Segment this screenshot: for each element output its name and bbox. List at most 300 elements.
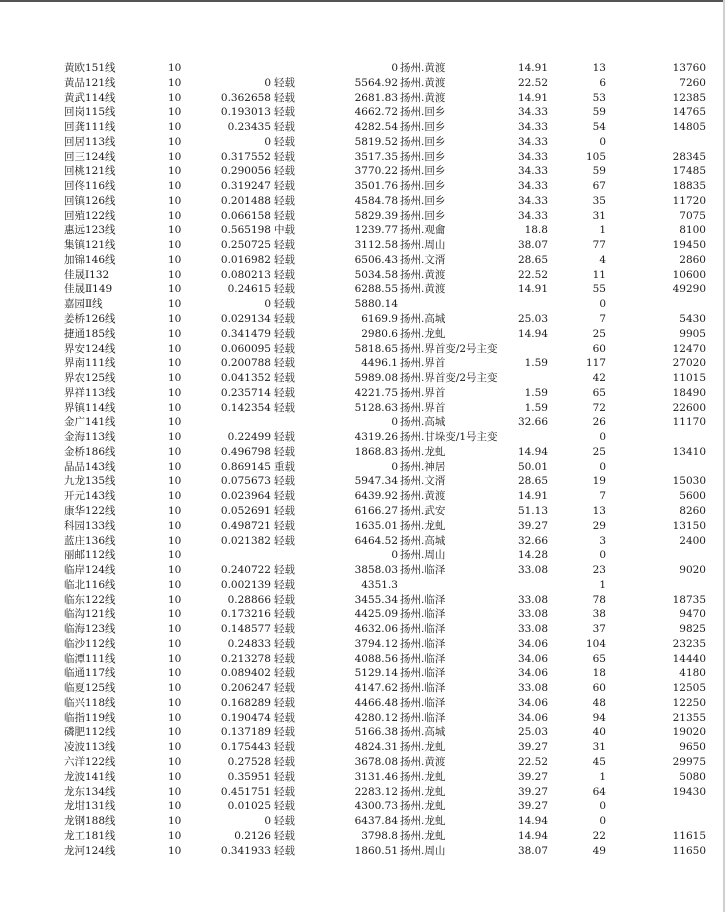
line-name-cell: 回佟116线 bbox=[64, 180, 116, 193]
region-cell: 扬州.甘垛变/1号主变 bbox=[400, 431, 498, 444]
region-cell: 扬州.周山 bbox=[400, 844, 446, 857]
region-cell: 扬州.周山 bbox=[400, 549, 446, 562]
load-ratio-cell: 0.137189 bbox=[220, 726, 271, 739]
load-ratio-cell: 0.029134 bbox=[220, 313, 271, 326]
line-name-cell: 六洋122线 bbox=[64, 755, 116, 768]
length-cell: 33.08 bbox=[517, 623, 548, 636]
value-cell: 1868.83 bbox=[354, 445, 398, 458]
region-cell: 扬州.界首 bbox=[400, 386, 446, 399]
length-cell: 14.91 bbox=[517, 91, 548, 104]
line-name-cell: 回殖122线 bbox=[64, 209, 116, 222]
value-cell: 5818.65 bbox=[354, 342, 398, 355]
load-ratio-cell: 0.341933 bbox=[220, 844, 271, 857]
load-status-cell: 轻载 bbox=[274, 770, 295, 783]
load-ratio-cell: 0.066158 bbox=[220, 209, 271, 222]
load-status-cell: 轻载 bbox=[274, 652, 295, 665]
load-status-cell: 轻载 bbox=[274, 667, 295, 680]
voltage-cell: 10 bbox=[168, 386, 182, 399]
count-cell: 0 bbox=[599, 298, 606, 311]
load-ratio-cell: 0.01025 bbox=[227, 800, 271, 813]
line-name-cell: 临兴118线 bbox=[64, 696, 116, 709]
value-cell: 6439.92 bbox=[354, 490, 398, 503]
load-status-cell: 轻载 bbox=[274, 76, 295, 89]
count-cell: 1 bbox=[599, 224, 606, 237]
length-cell: 34.33 bbox=[517, 165, 548, 178]
voltage-cell: 10 bbox=[168, 755, 182, 768]
voltage-cell: 10 bbox=[168, 91, 182, 104]
length-cell: 34.33 bbox=[517, 106, 548, 119]
capacity-cell: 18835 bbox=[672, 180, 706, 193]
line-name-cell: 嘉园Ⅱ线 bbox=[64, 298, 103, 311]
voltage-cell: 10 bbox=[168, 682, 182, 695]
voltage-cell: 10 bbox=[168, 416, 182, 429]
region-cell: 扬州.龙虬 bbox=[400, 829, 446, 842]
length-cell: 22.52 bbox=[517, 76, 548, 89]
load-status-cell: 轻载 bbox=[274, 357, 295, 370]
region-cell: 扬州.龙虬 bbox=[400, 770, 446, 783]
length-cell: 34.33 bbox=[517, 121, 548, 134]
load-status-cell: 轻载 bbox=[274, 401, 295, 414]
count-cell: 18 bbox=[592, 667, 606, 680]
length-cell: 50.01 bbox=[517, 460, 548, 473]
capacity-cell: 49290 bbox=[672, 283, 706, 296]
region-cell: 扬州.回乡 bbox=[400, 165, 446, 178]
count-cell: 31 bbox=[592, 741, 606, 754]
length-cell: 14.94 bbox=[517, 815, 548, 828]
length-cell: 22.52 bbox=[517, 755, 548, 768]
region-cell: 扬州.龙虬 bbox=[400, 327, 446, 340]
load-status-cell: 轻载 bbox=[274, 741, 295, 754]
voltage-cell: 10 bbox=[168, 194, 182, 207]
line-name-cell: 界祥113线 bbox=[64, 386, 116, 399]
count-cell: 0 bbox=[599, 549, 606, 562]
length-cell: 39.27 bbox=[517, 785, 548, 798]
length-cell: 39.27 bbox=[517, 741, 548, 754]
load-status-cell: 轻载 bbox=[274, 829, 295, 842]
load-status-cell: 轻载 bbox=[274, 342, 295, 355]
length-cell: 34.06 bbox=[517, 637, 548, 650]
region-cell: 扬州.武安 bbox=[400, 504, 446, 517]
capacity-cell: 18490 bbox=[672, 386, 706, 399]
load-status-cell: 轻载 bbox=[274, 194, 295, 207]
line-name-cell: 回镇126线 bbox=[64, 194, 116, 207]
length-cell: 32.66 bbox=[517, 534, 548, 547]
voltage-cell: 10 bbox=[168, 150, 182, 163]
load-status-cell: 轻载 bbox=[274, 298, 295, 311]
line-name-cell: 龙波141线 bbox=[64, 770, 116, 783]
load-status-cell: 轻载 bbox=[274, 431, 295, 444]
line-name-cell: 回龚111线 bbox=[64, 121, 116, 134]
line-name-cell: 集镇121线 bbox=[64, 239, 116, 252]
load-status-cell: 轻载 bbox=[274, 180, 295, 193]
value-cell: 3794.12 bbox=[354, 637, 398, 650]
voltage-cell: 10 bbox=[168, 268, 182, 281]
voltage-cell: 10 bbox=[168, 298, 182, 311]
line-name-cell: 龙东134线 bbox=[64, 785, 116, 798]
capacity-cell: 12250 bbox=[672, 696, 706, 709]
load-ratio-cell: 0.250725 bbox=[220, 239, 271, 252]
load-ratio-cell: 0.240722 bbox=[220, 564, 271, 577]
value-cell: 4466.48 bbox=[354, 696, 398, 709]
value-cell: 3131.46 bbox=[354, 770, 398, 783]
value-cell: 3112.58 bbox=[354, 239, 398, 252]
line-name-cell: 界安124线 bbox=[64, 342, 116, 355]
line-name-cell: 丽邮112线 bbox=[64, 549, 116, 562]
capacity-cell: 15030 bbox=[672, 475, 706, 488]
length-cell: 34.06 bbox=[517, 652, 548, 665]
line-name-cell: 临海123线 bbox=[64, 623, 116, 636]
voltage-cell: 10 bbox=[168, 652, 182, 665]
count-cell: 53 bbox=[592, 91, 606, 104]
capacity-cell: 14440 bbox=[672, 652, 706, 665]
value-cell: 3770.22 bbox=[354, 165, 398, 178]
capacity-cell: 22600 bbox=[672, 401, 706, 414]
value-cell: 5129.14 bbox=[354, 667, 398, 680]
count-cell: 1 bbox=[599, 578, 606, 591]
line-name-cell: 临通117线 bbox=[64, 667, 116, 680]
count-cell: 6 bbox=[599, 76, 606, 89]
length-cell: 14.94 bbox=[517, 327, 548, 340]
line-name-cell: 临北116线 bbox=[64, 578, 116, 591]
count-cell: 104 bbox=[585, 637, 606, 650]
voltage-cell: 10 bbox=[168, 327, 182, 340]
load-ratio-cell: 0.206247 bbox=[220, 682, 271, 695]
length-cell: 14.91 bbox=[517, 62, 548, 74]
length-cell: 14.91 bbox=[517, 283, 548, 296]
load-ratio-cell: 0 bbox=[264, 135, 271, 148]
count-cell: 25 bbox=[592, 445, 606, 458]
capacity-cell: 4180 bbox=[679, 667, 706, 680]
line-name-cell: 科园133线 bbox=[64, 519, 116, 532]
capacity-cell: 9905 bbox=[679, 327, 706, 340]
line-name-cell: 临岸124线 bbox=[64, 564, 116, 577]
voltage-cell: 10 bbox=[168, 239, 182, 252]
value-cell: 4662.72 bbox=[354, 106, 398, 119]
length-cell: 28.65 bbox=[517, 475, 548, 488]
region-cell: 扬州.龙虬 bbox=[400, 519, 446, 532]
load-status-cell: 轻载 bbox=[274, 239, 295, 252]
length-cell: 39.27 bbox=[517, 519, 548, 532]
line-name-cell: 晶品143线 bbox=[64, 460, 116, 473]
line-name-cell: 姜桥126线 bbox=[64, 313, 116, 326]
line-name-cell: 回居113线 bbox=[64, 135, 116, 148]
load-status-cell: 轻载 bbox=[274, 844, 295, 857]
voltage-cell: 10 bbox=[168, 608, 182, 621]
load-status-cell: 轻载 bbox=[274, 106, 295, 119]
count-cell: 3 bbox=[599, 534, 606, 547]
count-cell: 45 bbox=[592, 755, 606, 768]
count-cell: 40 bbox=[592, 726, 606, 739]
capacity-cell: 19430 bbox=[672, 785, 706, 798]
capacity-cell: 10600 bbox=[672, 268, 706, 281]
load-ratio-cell: 0.002139 bbox=[220, 578, 271, 591]
count-cell: 49 bbox=[592, 844, 606, 857]
value-cell: 5166.38 bbox=[354, 726, 398, 739]
region-cell: 扬州.神居 bbox=[400, 460, 446, 473]
voltage-cell: 10 bbox=[168, 564, 182, 577]
capacity-cell: 9650 bbox=[679, 741, 706, 754]
count-cell: 13 bbox=[592, 504, 606, 517]
line-name-cell: 龙钢188线 bbox=[64, 815, 116, 828]
load-ratio-cell: 0.317552 bbox=[220, 150, 271, 163]
load-status-cell: 轻载 bbox=[274, 327, 295, 340]
voltage-cell: 10 bbox=[168, 815, 182, 828]
line-name-cell: 回三124线 bbox=[64, 150, 116, 163]
value-cell: 4300.73 bbox=[354, 800, 398, 813]
line-name-cell: 康华122线 bbox=[64, 504, 116, 517]
length-cell: 14.94 bbox=[517, 445, 548, 458]
load-ratio-cell: 0.451751 bbox=[220, 785, 271, 798]
line-name-cell: 加锦146线 bbox=[64, 253, 116, 266]
line-name-cell: 临沟121线 bbox=[64, 608, 116, 621]
load-status-cell: 轻载 bbox=[274, 313, 295, 326]
length-cell: 33.08 bbox=[517, 593, 548, 606]
region-cell: 扬州.临泽 bbox=[400, 667, 446, 680]
load-ratio-cell: 0.201488 bbox=[220, 194, 271, 207]
capacity-cell: 13760 bbox=[672, 62, 706, 74]
voltage-cell: 10 bbox=[168, 741, 182, 754]
value-cell: 5829.39 bbox=[354, 209, 398, 222]
load-status-cell: 轻载 bbox=[274, 165, 295, 178]
length-cell: 28.65 bbox=[517, 253, 548, 266]
count-cell: 78 bbox=[592, 593, 606, 606]
capacity-cell: 21355 bbox=[672, 711, 706, 724]
voltage-cell: 10 bbox=[168, 844, 182, 857]
region-cell: 扬州.临泽 bbox=[400, 652, 446, 665]
capacity-cell: 12470 bbox=[672, 342, 706, 355]
load-ratio-cell: 0.565198 bbox=[220, 224, 271, 237]
capacity-cell: 29975 bbox=[672, 755, 706, 768]
count-cell: 65 bbox=[592, 386, 606, 399]
region-cell: 扬州.回乡 bbox=[400, 209, 446, 222]
region-cell: 扬州.龙虬 bbox=[400, 785, 446, 798]
line-name-cell: 九龙135线 bbox=[64, 475, 116, 488]
count-cell: 77 bbox=[592, 239, 606, 252]
capacity-cell: 19020 bbox=[672, 726, 706, 739]
region-cell: 扬州.界首 bbox=[400, 357, 446, 370]
count-cell: 60 bbox=[592, 682, 606, 695]
length-cell: 33.08 bbox=[517, 608, 548, 621]
count-cell: 117 bbox=[585, 357, 606, 370]
load-ratio-cell: 0.28866 bbox=[227, 593, 271, 606]
capacity-cell: 7260 bbox=[679, 76, 706, 89]
load-status-cell: 轻载 bbox=[274, 121, 295, 134]
count-cell: 11 bbox=[592, 268, 606, 281]
load-status-cell: 轻载 bbox=[274, 696, 295, 709]
value-cell: 2980.6 bbox=[361, 327, 398, 340]
load-ratio-cell: 0.23435 bbox=[227, 121, 271, 134]
value-cell: 4280.12 bbox=[354, 711, 398, 724]
region-cell: 扬州.临泽 bbox=[400, 696, 446, 709]
load-status-cell: 轻载 bbox=[274, 209, 295, 222]
region-cell: 扬州.黄渡 bbox=[400, 283, 446, 296]
count-cell: 0 bbox=[599, 431, 606, 444]
load-ratio-cell: 0.213278 bbox=[220, 652, 271, 665]
line-name-cell: 界镇114线 bbox=[64, 401, 116, 414]
voltage-cell: 10 bbox=[168, 726, 182, 739]
capacity-cell: 12385 bbox=[672, 91, 706, 104]
value-cell: 4282.54 bbox=[354, 121, 398, 134]
load-ratio-cell: 0 bbox=[264, 76, 271, 89]
load-ratio-cell: 0.168289 bbox=[220, 696, 271, 709]
region-cell: 扬州.临泽 bbox=[400, 711, 446, 724]
load-status-cell: 轻载 bbox=[274, 490, 295, 503]
line-name-cell: 黄品121线 bbox=[64, 76, 116, 89]
page-top-border bbox=[0, 0, 725, 2]
load-ratio-cell: 0.869145 bbox=[220, 460, 271, 473]
region-cell: 扬州.临泽 bbox=[400, 623, 446, 636]
region-cell: 扬州.回乡 bbox=[400, 135, 446, 148]
count-cell: 7 bbox=[599, 490, 606, 503]
length-cell: 34.33 bbox=[517, 150, 548, 163]
value-cell: 0 bbox=[391, 549, 398, 562]
voltage-cell: 10 bbox=[168, 667, 182, 680]
line-name-cell: 金海113线 bbox=[64, 431, 116, 444]
length-cell: 39.27 bbox=[517, 800, 548, 813]
voltage-cell: 10 bbox=[168, 519, 182, 532]
count-cell: 54 bbox=[592, 121, 606, 134]
region-cell: 扬州.界首变/2号主变 bbox=[400, 372, 498, 385]
voltage-cell: 10 bbox=[168, 180, 182, 193]
region-cell: 扬州.临泽 bbox=[400, 593, 446, 606]
region-cell: 扬州.文湑 bbox=[400, 475, 446, 488]
voltage-cell: 10 bbox=[168, 829, 182, 842]
capacity-cell: 11650 bbox=[672, 844, 706, 857]
value-cell: 4351.3 bbox=[361, 578, 398, 591]
length-cell: 34.33 bbox=[517, 135, 548, 148]
value-cell: 3678.08 bbox=[354, 755, 398, 768]
line-name-cell: 临夏125线 bbox=[64, 682, 116, 695]
value-cell: 5128.63 bbox=[354, 401, 398, 414]
line-name-cell: 开元143线 bbox=[64, 490, 116, 503]
voltage-cell: 10 bbox=[168, 372, 182, 385]
capacity-cell: 5430 bbox=[679, 313, 706, 326]
line-name-cell: 黄欧151线 bbox=[64, 62, 116, 74]
value-cell: 0 bbox=[391, 416, 398, 429]
voltage-cell: 10 bbox=[168, 357, 182, 370]
region-cell: 扬州.回乡 bbox=[400, 106, 446, 119]
region-cell: 扬州.临泽 bbox=[400, 608, 446, 621]
region-cell: 扬州.龙虬 bbox=[400, 741, 446, 754]
capacity-cell: 11170 bbox=[672, 416, 706, 429]
value-cell: 4584.78 bbox=[354, 194, 398, 207]
load-status-cell: 轻载 bbox=[274, 283, 295, 296]
load-status-cell: 轻载 bbox=[274, 534, 295, 547]
count-cell: 55 bbox=[592, 283, 606, 296]
load-status-cell: 轻载 bbox=[274, 504, 295, 517]
value-cell: 6506.43 bbox=[354, 253, 398, 266]
load-status-cell: 轻载 bbox=[274, 711, 295, 724]
region-cell: 扬州.龙虬 bbox=[400, 800, 446, 813]
capacity-cell: 8100 bbox=[679, 224, 706, 237]
load-status-cell: 轻载 bbox=[274, 608, 295, 621]
region-cell: 扬州.回乡 bbox=[400, 194, 446, 207]
count-cell: 59 bbox=[592, 165, 606, 178]
region-cell: 扬州.黄渡 bbox=[400, 755, 446, 768]
count-cell: 42 bbox=[592, 372, 606, 385]
load-ratio-cell: 0.075673 bbox=[220, 475, 271, 488]
capacity-cell: 13150 bbox=[672, 519, 706, 532]
value-cell: 2681.83 bbox=[354, 91, 398, 104]
load-ratio-cell: 0.22499 bbox=[227, 431, 271, 444]
count-cell: 0 bbox=[599, 460, 606, 473]
value-cell: 6166.27 bbox=[354, 504, 398, 517]
count-cell: 65 bbox=[592, 652, 606, 665]
load-status-cell: 轻载 bbox=[274, 755, 295, 768]
line-name-cell: 捷通185线 bbox=[64, 327, 116, 340]
count-cell: 23 bbox=[592, 564, 606, 577]
voltage-cell: 10 bbox=[168, 549, 182, 562]
capacity-cell: 11720 bbox=[672, 194, 706, 207]
region-cell: 扬州.回乡 bbox=[400, 180, 446, 193]
count-cell: 4 bbox=[599, 253, 606, 266]
voltage-cell: 10 bbox=[168, 62, 182, 74]
length-cell: 38.07 bbox=[517, 239, 548, 252]
region-cell: 扬州.回乡 bbox=[400, 150, 446, 163]
line-name-cell: 磷肥112线 bbox=[64, 726, 116, 739]
count-cell: 22 bbox=[592, 829, 606, 842]
count-cell: 13 bbox=[592, 62, 606, 74]
value-cell: 5880.14 bbox=[354, 298, 398, 311]
count-cell: 48 bbox=[592, 696, 606, 709]
load-status-cell: 重载 bbox=[274, 460, 295, 473]
load-status-cell: 轻载 bbox=[274, 623, 295, 636]
voltage-cell: 10 bbox=[168, 623, 182, 636]
count-cell: 25 bbox=[592, 327, 606, 340]
value-cell: 5564.92 bbox=[354, 76, 398, 89]
voltage-cell: 10 bbox=[168, 253, 182, 266]
line-name-cell: 临沙112线 bbox=[64, 637, 116, 650]
line-name-cell: 界农125线 bbox=[64, 372, 116, 385]
capacity-cell: 9470 bbox=[679, 608, 706, 621]
load-status-cell: 轻载 bbox=[274, 386, 295, 399]
capacity-cell: 14805 bbox=[672, 121, 706, 134]
length-cell: 34.06 bbox=[517, 711, 548, 724]
load-ratio-cell: 0.023964 bbox=[220, 490, 271, 503]
voltage-cell: 10 bbox=[168, 593, 182, 606]
value-cell: 0 bbox=[391, 460, 398, 473]
length-cell: 25.03 bbox=[517, 313, 548, 326]
voltage-cell: 10 bbox=[168, 313, 182, 326]
capacity-cell: 9825 bbox=[679, 623, 706, 636]
load-ratio-cell: 0.052691 bbox=[220, 504, 271, 517]
value-cell: 3798.8 bbox=[361, 829, 398, 842]
voltage-cell: 10 bbox=[168, 711, 182, 724]
load-status-cell: 轻载 bbox=[274, 135, 295, 148]
value-cell: 4221.75 bbox=[354, 386, 398, 399]
value-cell: 1860.51 bbox=[354, 844, 398, 857]
voltage-cell: 10 bbox=[168, 504, 182, 517]
region-cell: 扬州.黄渡 bbox=[400, 490, 446, 503]
load-status-cell: 轻载 bbox=[274, 372, 295, 385]
value-cell: 2283.12 bbox=[354, 785, 398, 798]
voltage-cell: 10 bbox=[168, 283, 182, 296]
capacity-cell: 13410 bbox=[672, 445, 706, 458]
load-status-cell: 轻载 bbox=[274, 578, 295, 591]
load-ratio-cell: 0.341479 bbox=[220, 327, 271, 340]
value-cell: 6464.52 bbox=[354, 534, 398, 547]
voltage-cell: 10 bbox=[168, 431, 182, 444]
load-ratio-cell: 0.089402 bbox=[220, 667, 271, 680]
count-cell: 67 bbox=[592, 180, 606, 193]
load-ratio-cell: 0.290056 bbox=[220, 165, 271, 178]
load-ratio-cell: 0.148577 bbox=[220, 623, 271, 636]
capacity-cell: 18735 bbox=[672, 593, 706, 606]
count-cell: 29 bbox=[592, 519, 606, 532]
load-ratio-cell: 0.498721 bbox=[220, 519, 271, 532]
count-cell: 31 bbox=[592, 209, 606, 222]
region-cell: 扬州.界首 bbox=[400, 401, 446, 414]
